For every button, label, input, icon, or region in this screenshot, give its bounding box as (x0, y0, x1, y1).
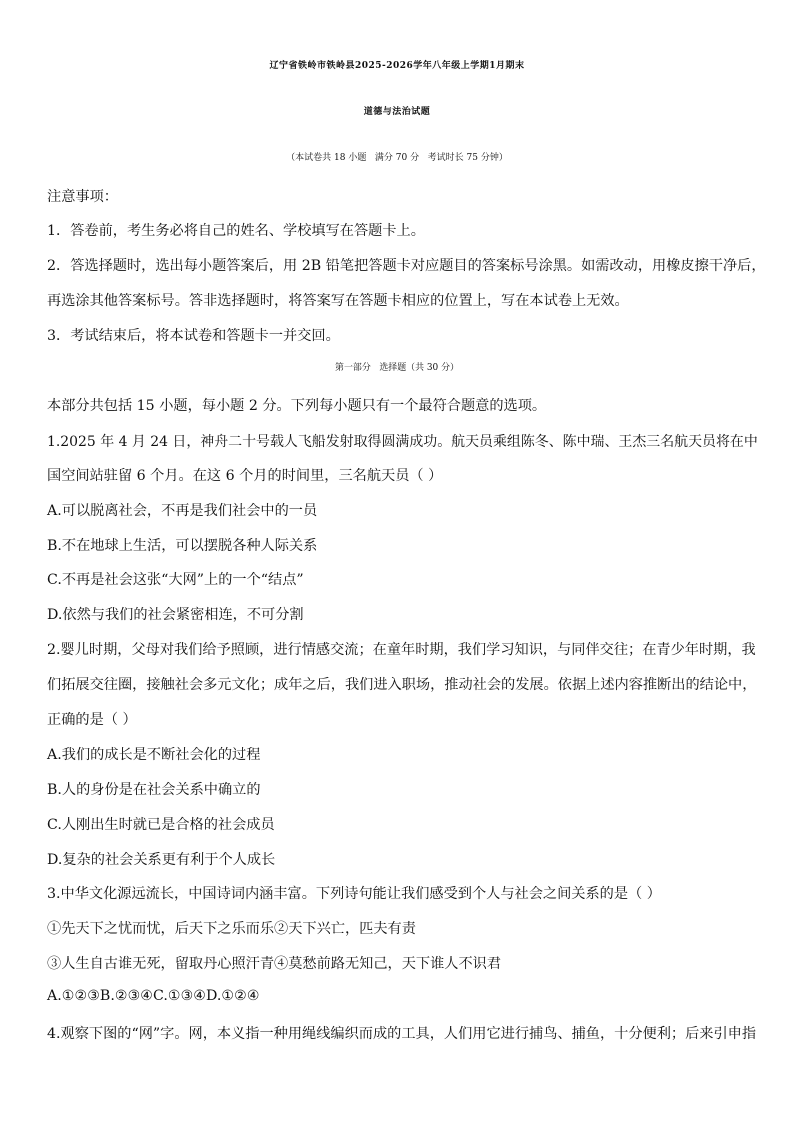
section-title: 第一部分 选择题（共 30 分） (335, 363, 459, 373)
q2-stem-line2: 们拓展交往圈，接触社会多元文化；成年之后，我们进入职场，推动社会的发展。依据上述内容推断出的结论中， (47, 677, 757, 693)
q1-option-b: B.不在地球上生活，可以摆脱各种人际关系 (47, 538, 318, 554)
q4-stem-line1: 4.观察下图的“网”字。网，本义指一种用绳线编织而成的工具，人们用它进行捕鸟、捕鱼，十分便利；后来引申指 (47, 1026, 757, 1042)
notice-item-2b: 再选涂其他答案标号。答非选择题时，将答案写在答题卡相应的位置上，写在本试卷上无效。 (47, 293, 629, 309)
q1-option-d: D.依然与我们的社会紧密相连，不可分割 (47, 607, 304, 623)
notice-item-2a: 2．答选择题时，选出每小题答案后，用 2B 铅笔把答题卡对应题目的答案标号涂黑。如需改动，用橡皮擦干净后， (47, 258, 766, 274)
exam-title-line2: 道德与法治试题 (363, 107, 431, 117)
q2-option-d: D.复杂的社会关系更有利于个人成长 (47, 852, 276, 868)
q1-stem-line2: 国空间站驻留 6 个月。在这 6 个月的时间里，三名航天员（ ） (47, 468, 443, 484)
q3-options: A.①②③B.②③④C.①③④D.①②④ (47, 988, 260, 1004)
q3-line1: ①先天下之忧而忧，后天下之乐而乐②天下兴亡，匹夫有责 (47, 921, 416, 937)
notice-heading: 注意事项： (47, 189, 118, 205)
q1-stem-line1: 1.2025 年 4 月 24 日，神舟二十号载人飞船发射取得圆满成功。航天员乘组陈冬、陈中瑞、王杰三名航天员将在中 (47, 434, 758, 450)
q3-stem: 3.中华文化源远流长，中国诗词内涵丰富。下列诗句能让我们感受到个人与社会之间关系的是（ ） (47, 886, 661, 902)
q2-option-c: C.人刚出生时就已是合格的社会成员 (47, 817, 275, 833)
q2-stem-line1: 2.婴儿时期，父母对我们给予照顾，进行情感交流；在童年时期，我们学习知识，与同伴交往；在青少年时期，我 (47, 642, 756, 658)
q2-option-b: B.人的身份是在社会关系中确立的 (47, 782, 261, 798)
exam-title-line1: 辽宁省铁岭市铁岭县2025-2026学年八年级上学期1月期末 (269, 61, 525, 71)
q2-option-a: A.我们的成长是不断社会化的过程 (47, 747, 261, 763)
exam-info: （本试卷共 18 小题 满分 70 分 考试时长 75 分钟） (286, 153, 508, 163)
section-intro: 本部分共包括 15 小题，每小题 2 分。下列每小题只有一个最符合题意的选项。 (47, 398, 547, 414)
q2-stem-line3: 正确的是（ ） (47, 712, 137, 728)
notice-item-1: 1．答卷前，考生务必将自己的姓名、学校填写在答题卡上。 (47, 223, 425, 239)
q1-option-a: A.可以脱离社会，不再是我们社会中的一员 (47, 503, 318, 519)
q1-option-c: C.不再是社会这张“大网”上的一个“结点” (47, 572, 304, 588)
notice-item-3: 3．考试结束后，将本试卷和答题卡一并交回。 (47, 328, 340, 344)
q3-line2: ③人生自古谁无死，留取丹心照汗青④莫愁前路无知己，天下谁人不识君 (47, 956, 502, 972)
